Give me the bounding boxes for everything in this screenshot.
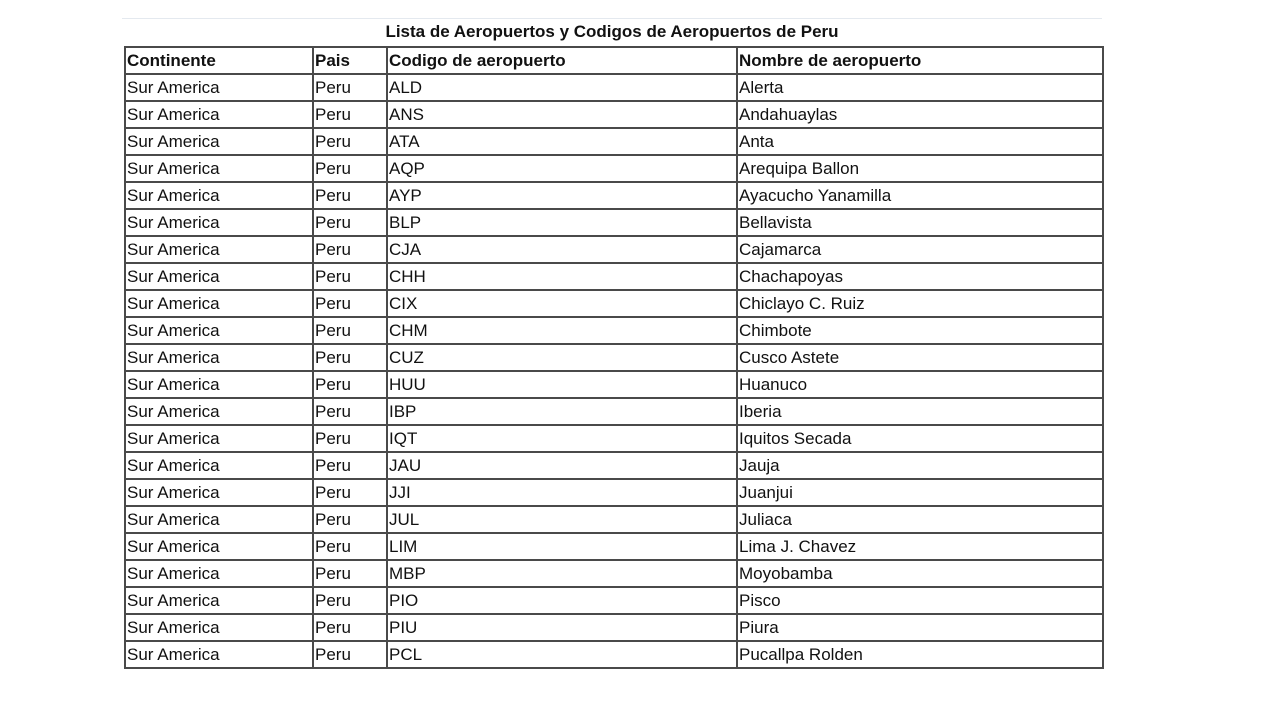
table-row <box>125 533 1103 560</box>
cell-country: Peru <box>313 209 387 236</box>
table-row <box>125 452 1103 479</box>
cell-airport-code: CHH <box>387 263 737 290</box>
cell-airport-code: IQT <box>387 425 737 452</box>
cell-airport-name: Cajamarca <box>737 236 1103 263</box>
table-row <box>125 614 1103 641</box>
table-row <box>125 641 1103 668</box>
cell-airport-name: Piura <box>737 614 1103 641</box>
table-row <box>125 371 1103 398</box>
cell-airport-name: Juanjui <box>737 479 1103 506</box>
cell-airport-name: Anta <box>737 128 1103 155</box>
cell-airport-name: Moyobamba <box>737 560 1103 587</box>
cell-airport-code: CJA <box>387 236 737 263</box>
cell-airport-name: Iberia <box>737 398 1103 425</box>
table-row <box>125 560 1103 587</box>
cell-continent: Sur America <box>125 101 313 128</box>
cell-airport-code: LIM <box>387 533 737 560</box>
cell-airport-name: Juliaca <box>737 506 1103 533</box>
cell-airport-code: MBP <box>387 560 737 587</box>
cell-airport-code: PCL <box>387 641 737 668</box>
table-row <box>125 344 1103 371</box>
cell-country: Peru <box>313 533 387 560</box>
cell-country: Peru <box>313 182 387 209</box>
table-title: Lista de Aeropuertos y Codigos de Aeropuertos de Peru <box>385 22 839 41</box>
cell-continent: Sur America <box>125 209 313 236</box>
cell-country: Peru <box>313 425 387 452</box>
cell-continent: Sur America <box>125 182 313 209</box>
cell-airport-code: IBP <box>387 398 737 425</box>
cell-airport-name: Cusco Astete <box>737 344 1103 371</box>
cell-continent: Sur America <box>125 74 313 101</box>
cell-airport-code: CUZ <box>387 344 737 371</box>
cell-continent: Sur America <box>125 425 313 452</box>
cell-airport-code: BLP <box>387 209 737 236</box>
cell-country: Peru <box>313 587 387 614</box>
cell-airport-code: HUU <box>387 371 737 398</box>
cell-airport-code: JJI <box>387 479 737 506</box>
cell-airport-code: PIO <box>387 587 737 614</box>
cell-continent: Sur America <box>125 641 313 668</box>
cell-airport-name: Ayacucho Yanamilla <box>737 182 1103 209</box>
table-row <box>125 479 1103 506</box>
cell-airport-code: ALD <box>387 74 737 101</box>
table-row <box>125 209 1103 236</box>
cell-country: Peru <box>313 128 387 155</box>
cell-continent: Sur America <box>125 533 313 560</box>
cell-airport-code: CHM <box>387 317 737 344</box>
cell-airport-code: ANS <box>387 101 737 128</box>
cell-airport-name: Bellavista <box>737 209 1103 236</box>
table-row <box>125 74 1103 101</box>
cell-airport-name: Chimbote <box>737 317 1103 344</box>
cell-country: Peru <box>313 371 387 398</box>
table-row <box>125 587 1103 614</box>
cell-airport-code: JAU <box>387 452 737 479</box>
cell-airport-name: Chiclayo C. Ruiz <box>737 290 1103 317</box>
table-row <box>125 182 1103 209</box>
cell-airport-name: Lima J. Chavez <box>737 533 1103 560</box>
table-row <box>125 317 1103 344</box>
cell-continent: Sur America <box>125 317 313 344</box>
cell-airport-name: Arequipa Ballon <box>737 155 1103 182</box>
cell-country: Peru <box>313 614 387 641</box>
cell-continent: Sur America <box>125 371 313 398</box>
cell-continent: Sur America <box>125 236 313 263</box>
cell-country: Peru <box>313 398 387 425</box>
cell-continent: Sur America <box>125 479 313 506</box>
cell-continent: Sur America <box>125 128 313 155</box>
cell-country: Peru <box>313 641 387 668</box>
cell-country: Peru <box>313 101 387 128</box>
cell-airport-name: Chachapoyas <box>737 263 1103 290</box>
header-airport-code: Codigo de aeropuerto <box>387 47 737 74</box>
cell-airport-code: JUL <box>387 506 737 533</box>
cell-airport-name: Pucallpa Rolden <box>737 641 1103 668</box>
table-row <box>125 155 1103 182</box>
cell-continent: Sur America <box>125 398 313 425</box>
table-row <box>125 425 1103 452</box>
cell-airport-name: Iquitos Secada <box>737 425 1103 452</box>
table-row <box>125 398 1103 425</box>
table-row <box>125 506 1103 533</box>
header-country: Pais <box>313 47 387 74</box>
cell-continent: Sur America <box>125 263 313 290</box>
cell-airport-code: CIX <box>387 290 737 317</box>
airports-table <box>124 46 1104 669</box>
table-body <box>125 74 1103 668</box>
table-row <box>125 128 1103 155</box>
table-row <box>125 290 1103 317</box>
cell-airport-name: Pisco <box>737 587 1103 614</box>
table-row <box>125 263 1103 290</box>
cell-country: Peru <box>313 479 387 506</box>
cell-country: Peru <box>313 452 387 479</box>
cell-continent: Sur America <box>125 290 313 317</box>
cell-country: Peru <box>313 317 387 344</box>
cell-continent: Sur America <box>125 614 313 641</box>
cell-country: Peru <box>313 74 387 101</box>
cell-continent: Sur America <box>125 587 313 614</box>
cell-continent: Sur America <box>125 506 313 533</box>
cell-continent: Sur America <box>125 560 313 587</box>
cell-airport-code: ATA <box>387 128 737 155</box>
cell-country: Peru <box>313 236 387 263</box>
table-row <box>125 101 1103 128</box>
cell-country: Peru <box>313 263 387 290</box>
cell-airport-name: Jauja <box>737 452 1103 479</box>
cell-country: Peru <box>313 155 387 182</box>
cell-airport-code: PIU <box>387 614 737 641</box>
cell-country: Peru <box>313 506 387 533</box>
cell-continent: Sur America <box>125 155 313 182</box>
cell-airport-code: AYP <box>387 182 737 209</box>
cell-country: Peru <box>313 560 387 587</box>
table-row <box>125 236 1103 263</box>
table-header-row <box>125 47 1103 74</box>
cell-airport-code: AQP <box>387 155 737 182</box>
header-continent: Continente <box>125 47 313 74</box>
cell-continent: Sur America <box>125 452 313 479</box>
cell-airport-name: Alerta <box>737 74 1103 101</box>
header-airport-name: Nombre de aeropuerto <box>737 47 1103 74</box>
cell-country: Peru <box>313 344 387 371</box>
cell-country: Peru <box>313 290 387 317</box>
cell-airport-name: Huanuco <box>737 371 1103 398</box>
cell-airport-name: Andahuaylas <box>737 101 1103 128</box>
cell-continent: Sur America <box>125 344 313 371</box>
